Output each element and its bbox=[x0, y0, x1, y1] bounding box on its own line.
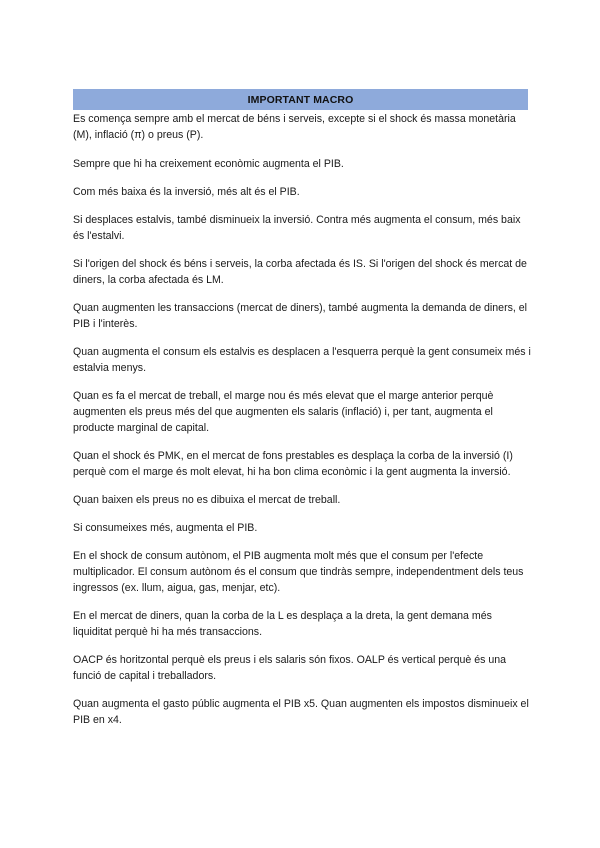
paragraph: Quan augmenta el consum els estalvis es desplacen a l'esquerra perquè la gent consumeix més i estalvia menys. bbox=[73, 346, 531, 374]
paragraph: Quan augmenta el gasto públic augmenta el PIB x5. Quan augmenten els impostos disminueix el PIB en x4. bbox=[73, 698, 529, 726]
paragraph: Quan es fa el mercat de treball, el marge nou és més elevat que el marge anterior perquè augmenten els preus més del que augmenten els salaris (inflació) i, per tant, augmenta el producte marginal de capital. bbox=[73, 390, 494, 434]
paragraph: Quan el shock és PMK, en el mercat de fons prestables es desplaça la corba de la inversió (I) perquè com el marge és molt elevat, hi ha bon clima econòmic i la gent augmenta la inversió. bbox=[73, 450, 513, 478]
paragraph: Es comença sempre amb el mercat de béns i serveis, excepte si el shock és massa monetària (M), inflació (π) o preus (P). bbox=[73, 113, 516, 141]
paragraph: Si l'origen del shock és béns i serveis, la corba afectada és IS. Si l'origen del shock és mercat de diners, la corba afectada és LM. bbox=[73, 258, 527, 286]
paragraph: Quan augmenten les transaccions (mercat de diners), també augmenta la demanda de diners, el PIB i l'interès. bbox=[73, 302, 528, 330]
title-bar bbox=[73, 89, 528, 110]
paragraph: OACP és horitzontal perquè els preus i els salaris són fixos. OALP és vertical perquè és una funció de capital i treballadors. bbox=[73, 654, 506, 682]
document-body bbox=[73, 111, 533, 740]
paragraph: En el mercat de diners, quan la corba de la L es desplaça a la dreta, la gent demana més liquiditat perquè hi ha més transaccions. bbox=[73, 610, 492, 638]
document-title: IMPORTANT MACRO bbox=[247, 93, 354, 106]
paragraph: Sempre que hi ha creixement econòmic augmenta el PIB. bbox=[73, 158, 344, 170]
paragraph: Si desplaces estalvis, també disminueix la inversió. Contra més augmenta el consum, més baix és l'estalvi. bbox=[73, 214, 521, 242]
paragraph: Si consumeixes més, augmenta el PIB. bbox=[73, 522, 258, 534]
paragraph: En el shock de consum autònom, el PIB augmenta molt més que el consum per l'efecte multiplicador. El consum autònom és el consum que tindràs sempre, independentment dels teus ingressos (ex. llum, aigua, gas, menjar, etc). bbox=[73, 550, 524, 594]
paragraph: Com més baixa és la inversió, més alt és el PIB. bbox=[73, 186, 300, 198]
paragraph: Quan baixen els preus no es dibuixa el mercat de treball. bbox=[73, 494, 341, 506]
